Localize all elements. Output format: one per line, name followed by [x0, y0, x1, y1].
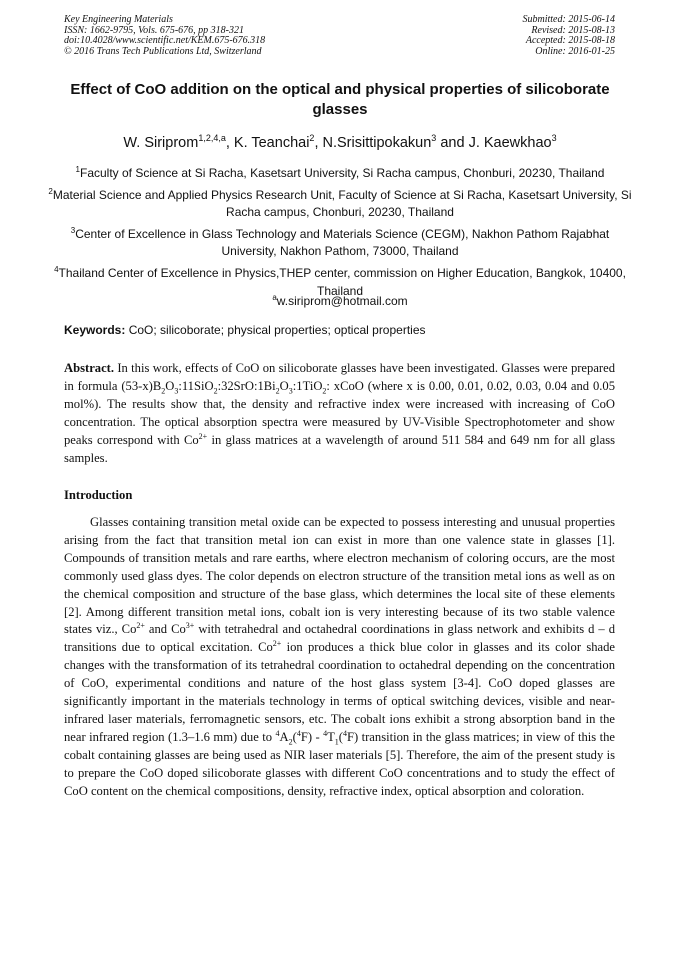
subscript: 2 [288, 737, 293, 747]
journal-name: Key Engineering Materials [64, 14, 173, 25]
intro-text: Glasses containing transition metal oxide can be expected to possess interesting and unusual properties arising from the fact that transition metal ion can exist in more than one valence state in glasses [1]. Compounds of transition metals and rare earths, where electron mechanism of coloring occurs, are the most commonly used glass dyes. The color depends on electron structure of the transition metal ions as well as on the chemical composition and structure of the base glass, which determines the local site of these elements [2]. Among different transition metal ions, cobalt ion is very interesting because of its two stable valence states viz., Co [64, 515, 615, 637]
affiliations [45, 161, 635, 300]
subscript: 2 [275, 386, 280, 396]
affil-text: Center of Excellence in Glass Technology and Materials Science (CEGM), Nakhon Pathom Rajabhat University, Nakhon Pathom, 73000, Thailand [75, 226, 610, 259]
superscript: 4 [296, 728, 301, 738]
keywords [64, 323, 616, 337]
intro-text: with tetrahedral and octahedral coordinations in glass network and exhibits d – d transitions due to optical excitation. Co [64, 622, 615, 655]
superscript: 4 [275, 728, 280, 738]
author-list [40, 133, 640, 151]
abstract-text: O [279, 378, 289, 393]
author-affil-marker: 2 [309, 133, 315, 143]
abstract-text: In this work, effects of CoO on silicoborate glasses have been investigated. Glasses were prepared in formula (53-x)B [64, 361, 615, 393]
intro-text: T [327, 729, 335, 744]
abstract-label: Abstract. [64, 361, 115, 375]
affil-text: Faculty of Science at Si Racha, Kasetsart University, Si Racha campus, Chonburi, 20230, Thailand [79, 166, 605, 180]
affiliation [45, 222, 635, 261]
affil-marker: 3 [70, 225, 76, 235]
contact-email [40, 293, 640, 308]
author-name: J. Kaewkhao [468, 134, 552, 151]
author-name: K. Teanchai [233, 134, 310, 151]
intro-text: ion produces a thick blue color in glasses and its color shade changes with the transformation of its tetrahedral coordination to octahedral depending on the concentration of CoO, experimental conditions and nature of the host glass system [3-4]. CoO doped glasses are significantly important in the materials technology in terms of optical switching devices, visible and near- infrared laser materials, ferromagnetic sensors, etc. The cobalt ions exhibit a strong absorption band in the near infrared region (1.3–1.6 mm) due to [64, 640, 615, 744]
intro-text: F) transition in the glass matrices; in view of this the cobalt containing glasses are being used as NIR laser materials [5]. Therefore, the aim of the present study is to prepare the CoO doped silicoborate glasses with different CoO concentrations and to study the effect of CoO content on the chemical compositions, density, refractive index, optical absorption and coloration. [64, 729, 615, 798]
email-address[interactable]: w.siriprom@hotmail.com [276, 294, 408, 308]
subscript: 3 [174, 386, 179, 396]
subscript: 3 [288, 386, 293, 396]
issn: ISSN: 1662-9795, Vols. 675-676, pp 318-321 [64, 24, 244, 36]
dates-info [523, 15, 616, 57]
keywords-label: Keywords: [64, 323, 126, 337]
affiliation [45, 183, 635, 222]
abstract-text: in glass matrices at a wavelength of around 511 584 and 649 nm for all glass samples. [64, 432, 615, 465]
keywords-text: CoO; silicoborate; physical properties; optical properties [125, 323, 426, 337]
author-separator: and [436, 134, 469, 151]
abstract-text: :32SrO:1Bi [217, 378, 276, 393]
superscript: 4 [323, 728, 328, 738]
copyright: © 2016 Trans Tech Publications Ltd, Switzerland [64, 45, 262, 57]
author-affil-marker: 1,2,4,a [198, 133, 226, 143]
subscript: 2 [213, 386, 218, 396]
intro-text: ( [338, 729, 343, 744]
subscript: 2 [161, 386, 166, 396]
email-marker: a [272, 293, 277, 302]
section-heading-introduction: Introduction [64, 488, 133, 502]
intro-text: and Co [144, 622, 186, 637]
intro-text: ( [292, 729, 297, 744]
author-affil-marker: 3 [551, 133, 557, 143]
doi: doi:10.4028/www.scientific.net/KEM.675-676.318 [64, 35, 266, 47]
paper-title: Effect of CoO addition on the optical and physical properties of silicoborate glasses [70, 81, 610, 118]
subscript: 2 [322, 386, 327, 396]
author-separator: , [225, 134, 234, 151]
author-affil-marker: 3 [431, 133, 437, 143]
accepted-date: Accepted: 2015-08-18 [525, 35, 615, 47]
superscript: 4 [342, 728, 347, 738]
author-name: N.Srisittipokakun [322, 134, 432, 151]
affiliation [45, 161, 635, 183]
author-separator: , [314, 134, 323, 151]
revised-date: Revised: 2015-08-13 [531, 24, 615, 36]
affil-text: Thailand Center of Excellence in Physics,THEP center, commission on Higher Education, Bangkok, 10400, Thailand [58, 265, 626, 298]
superscript: 2+ [136, 621, 145, 631]
superscript: 2+ [198, 431, 208, 441]
superscript: 3+ [185, 621, 195, 631]
abstract-text: : xCoO (where x is 0.00, 0.01, 0.02, 0.03, 0.04 and 0.05 mol%). The results show that, the density and refractive index were increased with increasing of CoO concentration. The optical absorption spectra were measured by UV-Visible Spectrophotometer and show peaks correspond with Co [64, 378, 615, 447]
superscript: 2+ [272, 639, 282, 649]
abstract-text: :1TiO [292, 378, 323, 393]
introduction-paragraph [64, 514, 615, 801]
abstract [64, 360, 615, 467]
journal-info [64, 15, 265, 57]
online-date: Online: 2016-01-25 [535, 45, 615, 57]
abstract-text: O [165, 378, 175, 393]
abstract-text: :11SiO [178, 378, 214, 393]
affil-text: Material Science and Applied Physics Research Unit, Faculty of Science at Si Racha, Kasetsart University, Si Racha campus, Chonburi, 20230, Thailand [52, 187, 632, 220]
intro-text: A [279, 729, 289, 744]
affil-marker: 1 [75, 165, 80, 174]
intro-text: F) - [300, 729, 324, 744]
affil-marker: 4 [54, 264, 59, 274]
submitted-date: Submitted: 2015-06-14 [522, 14, 615, 25]
subscript: 1 [334, 737, 339, 747]
author-name: W. Siriprom [123, 134, 199, 151]
affil-marker: 2 [48, 186, 53, 196]
